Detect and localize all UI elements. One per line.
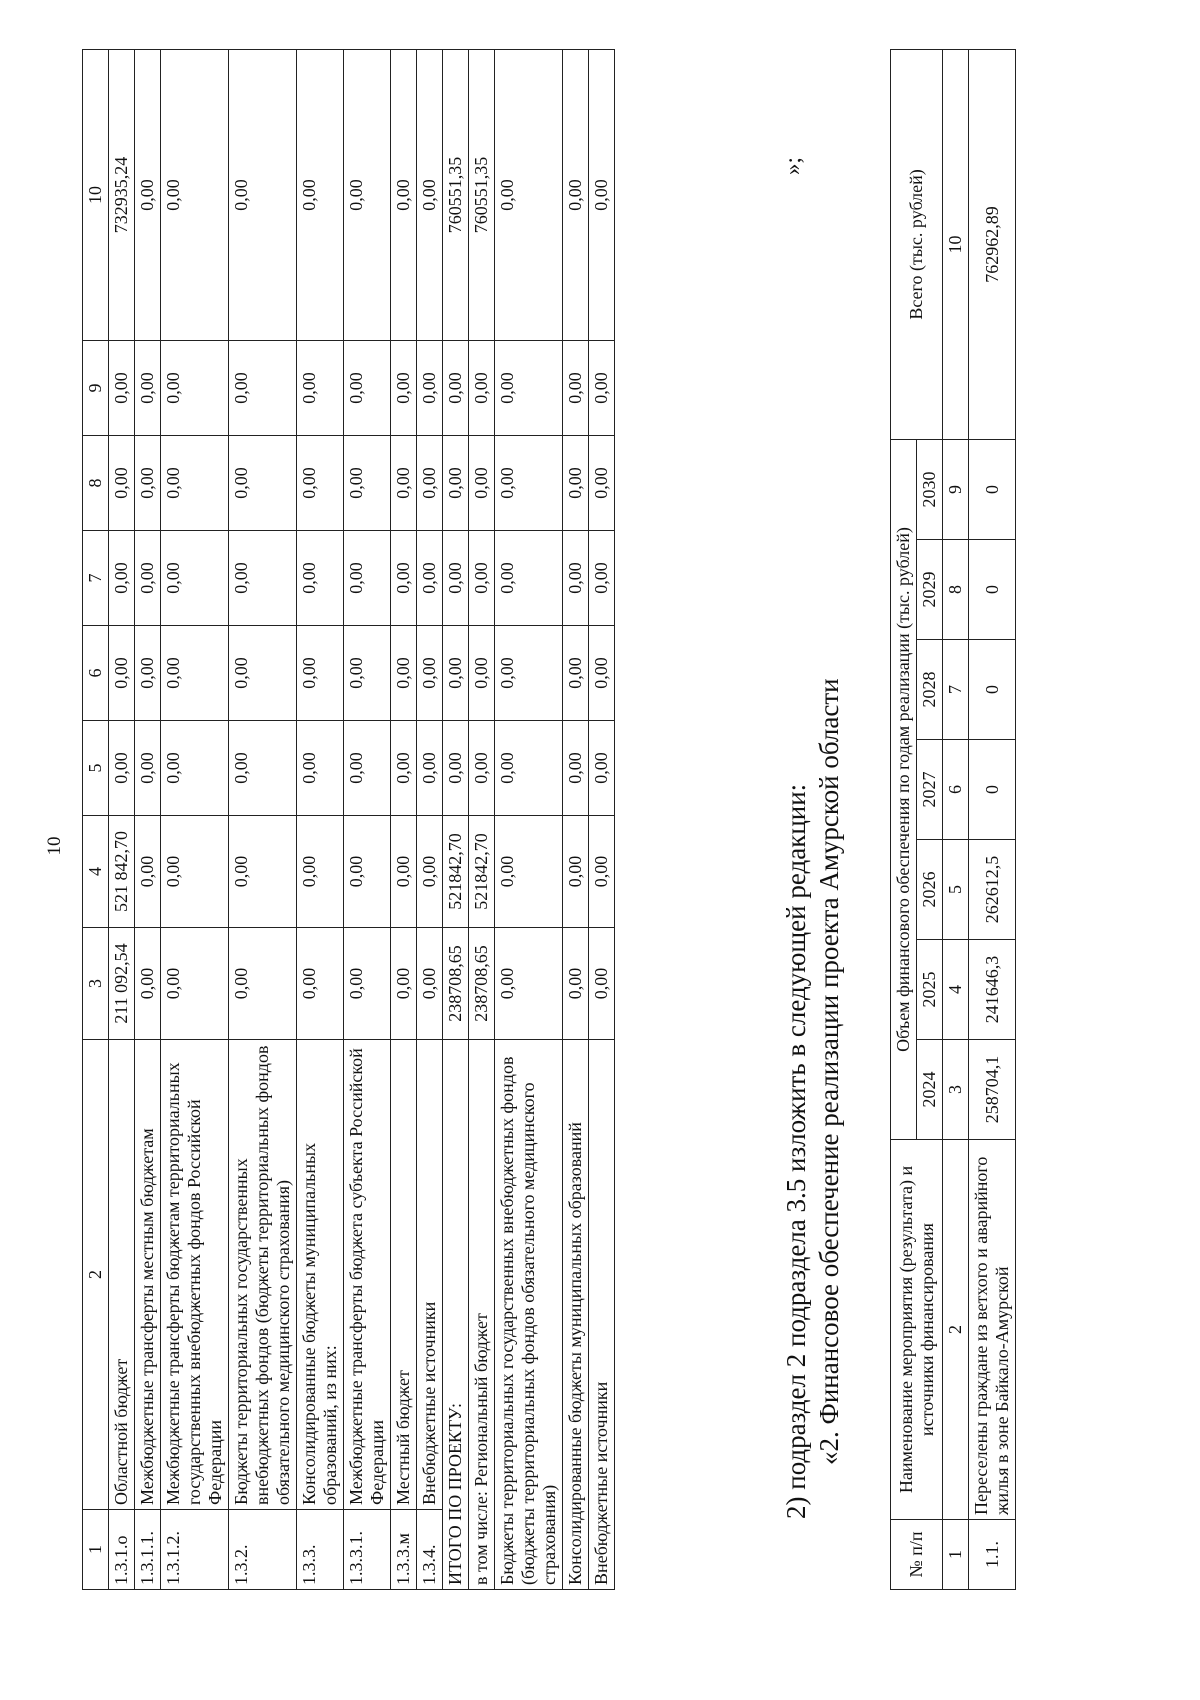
row-name: Местный бюджет	[391, 1040, 417, 1510]
row-code: 1.3.1.1.	[135, 1510, 161, 1590]
row-name: Внебюджетные источники	[417, 1040, 443, 1510]
table-row: 1.3.2. Бюджеты территориальных государственных внебюджетных фондов (бюджеты территориальных фондов обязательного медицинского страхования) 0,00 0,00 0,00 0,00 0,00 0,00 0,00 0,00	[229, 50, 297, 1590]
row-name: Межбюджетные трансферты бюджета субъекта Российской Федерации	[344, 1040, 391, 1510]
finance-table-1	[82, 49, 615, 1590]
year-header: 2028	[917, 640, 943, 740]
row-name: Межбюджетные трансферты местным бюджетам	[135, 1040, 161, 1510]
year-header: 2030	[917, 439, 943, 539]
table-row: в том числе: Региональный бюджет 238708,65 521842,70 0,00 0,00 0,00 0,00 0,00 760551,35	[469, 50, 495, 1590]
row-code: 1.3.4.	[417, 1510, 443, 1590]
table-row: 1.3.3.1. Межбюджетные трансферты бюджета субъекта Российской Федерации 0,00 0,00 0,00 0,00 0,00 0,00 0,00 0,00	[344, 50, 391, 1590]
row-total: 762962,89	[969, 49, 1016, 439]
header-total: Всего (тыс. рублей)	[891, 49, 943, 439]
column-number-row: 1 2 3 4 5 6 7 8 9 10	[943, 49, 969, 1589]
row-code: 1.3.1.2.	[161, 1510, 229, 1590]
row-name: Бюджеты территориальных государственных внебюджетных фондов (бюджеты территориальных фондов обязательного медицинского страхования)	[229, 1040, 297, 1510]
table-row: 1.1. Переселены граждане из ветхого и аварийного жилья в зоне Байкало-Амурской 258704,1 241646,3 262612,5 0 0 0 0 762962,89	[969, 49, 1016, 1589]
row-code: 1.3.3.1.	[344, 1510, 391, 1590]
year-header: 2025	[917, 940, 943, 1040]
header-row-1	[891, 49, 917, 1589]
row-code: 1.3.3.м	[391, 1510, 417, 1590]
total-row: ИТОГО ПО ПРОЕКТУ: 238708,65 521842,70 0,00 0,00 0,00 0,00 0,00 760551,35	[443, 50, 469, 1590]
heading-line-1: 2) подраздел 2 подраздела 3.5 изложить в следующей редакции:	[781, 783, 811, 1519]
row-name: Консолидированные бюджеты муниципальных образований, из них:	[297, 1040, 344, 1510]
year-header: 2026	[917, 840, 943, 940]
table-row: Внебюджетные источники 0,00 0,00 0,00 0,00 0,00 0,00 0,00 0,00	[589, 50, 615, 1590]
finance-table-2	[890, 49, 1016, 1590]
column-number-row: 1 2 3 4 5 6 7 8 9 10	[83, 50, 109, 1590]
table-row: 1.3.3. Консолидированные бюджеты муниципальных образований, из них: 0,00 0,00 0,00 0,00 0,00 0,00 0,00 0,00	[297, 50, 344, 1590]
row-code: 1.3.3.	[297, 1510, 344, 1590]
year-header: 2024	[917, 1040, 943, 1140]
header-volume: Объем финансового обеспечения по годам реализации (тыс. рублей)	[891, 439, 917, 1139]
finance-table-2-container	[890, 50, 1016, 1590]
heading-line-2: «2. Финансовое обеспечение реализации проекта Амурской области	[814, 678, 844, 1465]
table-row: Консолидированные бюджеты муниципальных образований 0,00 0,00 0,00 0,00 0,00 0,00 0,00 0,00	[563, 50, 589, 1590]
row-name: Межбюджетные трансферты бюджетам территориальных государственных внебюджетных фондов Российской Федерации	[161, 1040, 229, 1510]
row-code: 1.3.2.	[229, 1510, 297, 1590]
header-name: Наименование мероприятия (результата) и источники финансирования	[891, 1140, 943, 1520]
table-row: 1.3.4. Внебюджетные источники 0,00 0,00 0,00 0,00 0,00 0,00 0,00 0,00	[417, 50, 443, 1590]
finance-table-continuation	[82, 50, 615, 1590]
closing-quote: »;	[780, 157, 805, 175]
table-row: Бюджеты территориальных государственных внебюджетных фондов (бюджеты территориальных фондов обязательного медицинского страхования) 0,00 0,00 0,00 0,00 0,00 0,00 0,00 0,00	[495, 50, 563, 1590]
row-name: Консолидированные бюджеты муниципальных образований	[563, 1040, 589, 1590]
row-name: Переселены граждане из ветхого и аварийного жилья в зоне Байкало-Амурской	[969, 1140, 1016, 1520]
section-heading	[780, 75, 846, 1575]
row-name: Бюджеты территориальных государственных внебюджетных фондов (бюджеты территориальных фондов обязательного медицинского страхования)	[495, 1040, 563, 1590]
row-name: Внебюджетные источники	[589, 1040, 615, 1590]
year-header: 2029	[917, 540, 943, 640]
table-row: 1.3.1.2. Межбюджетные трансферты бюджетам территориальных государственных внебюджетных фондов Российской Федерации 0,00 0,00 0,00 0,00 0,00 0,00 0,00 0,00	[161, 50, 229, 1590]
table-row: 1.3.1.о Областной бюджет 211 092,54 521 842,70 0,00 0,00 0,00 0,00 0,00 732935,24	[109, 50, 135, 1590]
page-number: 10	[44, 836, 65, 856]
row-name: Областной бюджет	[109, 1040, 135, 1510]
row-name: в том числе: Региональный бюджет	[469, 1040, 495, 1590]
table-row: 1.3.1.1. Межбюджетные трансферты местным бюджетам 0,00 0,00 0,00 0,00 0,00 0,00 0,00 0,00	[135, 50, 161, 1590]
header-no: № п/п	[891, 1520, 943, 1590]
total-label: ИТОГО ПО ПРОЕКТУ:	[443, 1040, 469, 1590]
row-code: 1.3.1.о	[109, 1510, 135, 1590]
table-row: 1.3.3.м Местный бюджет 0,00 0,00 0,00 0,00 0,00 0,00 0,00 0,00	[391, 50, 417, 1590]
row-no: 1.1.	[969, 1520, 1016, 1590]
year-header: 2027	[917, 740, 943, 840]
